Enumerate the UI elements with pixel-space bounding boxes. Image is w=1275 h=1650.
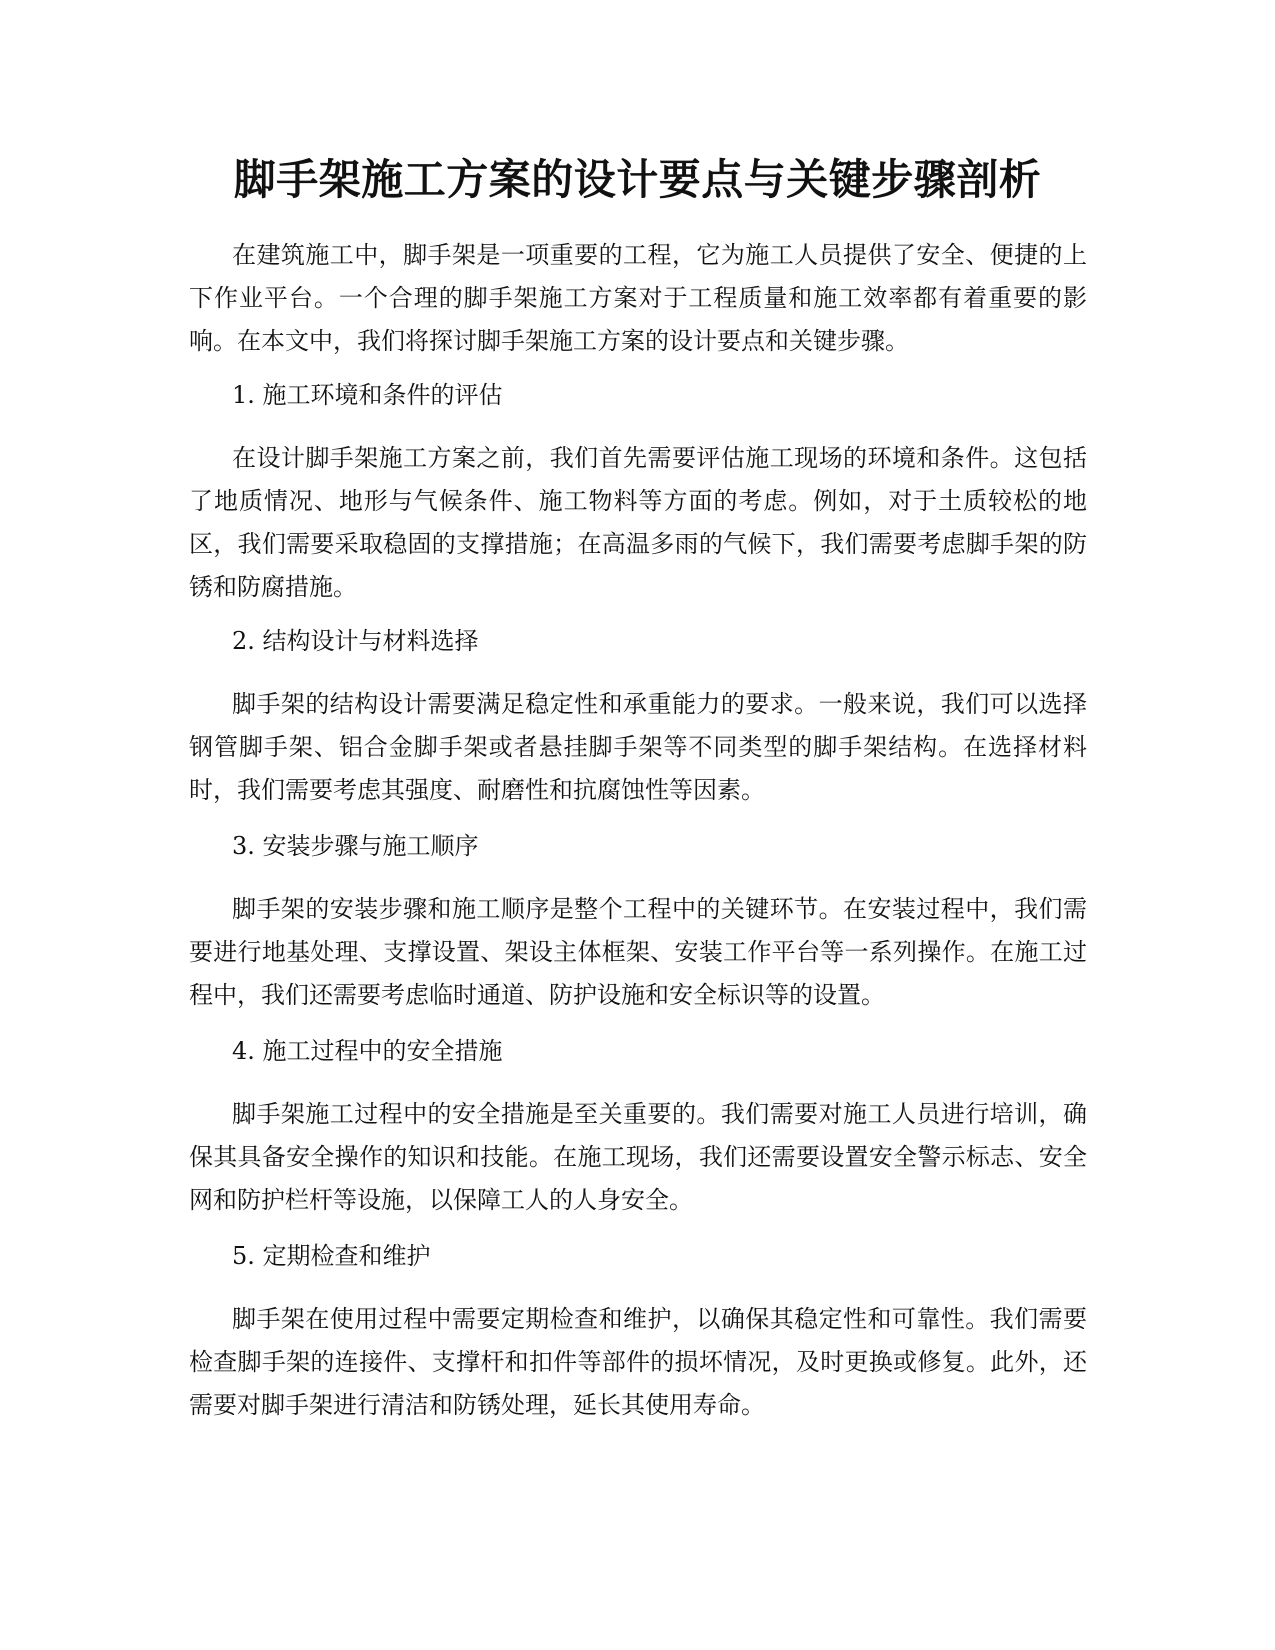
section-heading-4: 4. 施工过程中的安全措施 [232, 1037, 503, 1065]
section-heading-3: 3. 安装步骤与施工顺序 [232, 832, 479, 860]
section-heading-5: 5. 定期检查和维护 [232, 1242, 431, 1270]
section-body-2: 脚手架的结构设计需要满足稳定性和承重能力的要求。一般来说，我们可以选择钢管脚手架、铝合金脚手架或者悬挂脚手架等不同类型的脚手架结构。在选择材料时，我们需要考虑其强度、耐磨性和抗腐蚀性等因素。 [189, 690, 1087, 804]
section-body-4: 脚手架施工过程中的安全措施是至关重要的。我们需要对施工人员进行培训，确保其具备安全操作的知识和技能。在施工现场，我们还需要设置安全警示标志、安全网和防护栏杆等设施，以保障工人的人身安全。 [189, 1100, 1087, 1214]
section-heading-1: 1. 施工环境和条件的评估 [232, 381, 503, 409]
page-title: 脚手架施工方案的设计要点与关键步骤剖析 [233, 155, 1042, 204]
section-body-1: 在设计脚手架施工方案之前，我们首先需要评估施工现场的环境和条件。这包括了地质情况、地形与气候条件、施工物料等方面的考虑。例如，对于土质较松的地区，我们需要采取稳固的支撑措施；在高温多雨的气候下，我们需要考虑脚手架的防锈和防腐措施。 [189, 444, 1087, 601]
section-heading-2: 2. 结构设计与材料选择 [232, 627, 479, 655]
intro-paragraph: 在建筑施工中，脚手架是一项重要的工程，它为施工人员提供了安全、便捷的上下作业平台。一个合理的脚手架施工方案对于工程质量和施工效率都有着重要的影响。在本文中，我们将探讨脚手架施工方案的设计要点和关键步骤。 [189, 241, 1087, 355]
section-body-5: 脚手架在使用过程中需要定期检查和维护，以确保其稳定性和可靠性。我们需要检查脚手架的连接件、支撑杆和扣件等部件的损坏情况，及时更换或修复。此外，还需要对脚手架进行清洁和防锈处理，延长其使用寿命。 [189, 1305, 1087, 1419]
section-body-3: 脚手架的安装步骤和施工顺序是整个工程中的关键环节。在安装过程中，我们需要进行地基处理、支撑设置、架设主体框架、安装工作平台等一系列操作。在施工过程中，我们还需要考虑临时通道、防护设施和安全标识等的设置。 [189, 895, 1087, 1009]
